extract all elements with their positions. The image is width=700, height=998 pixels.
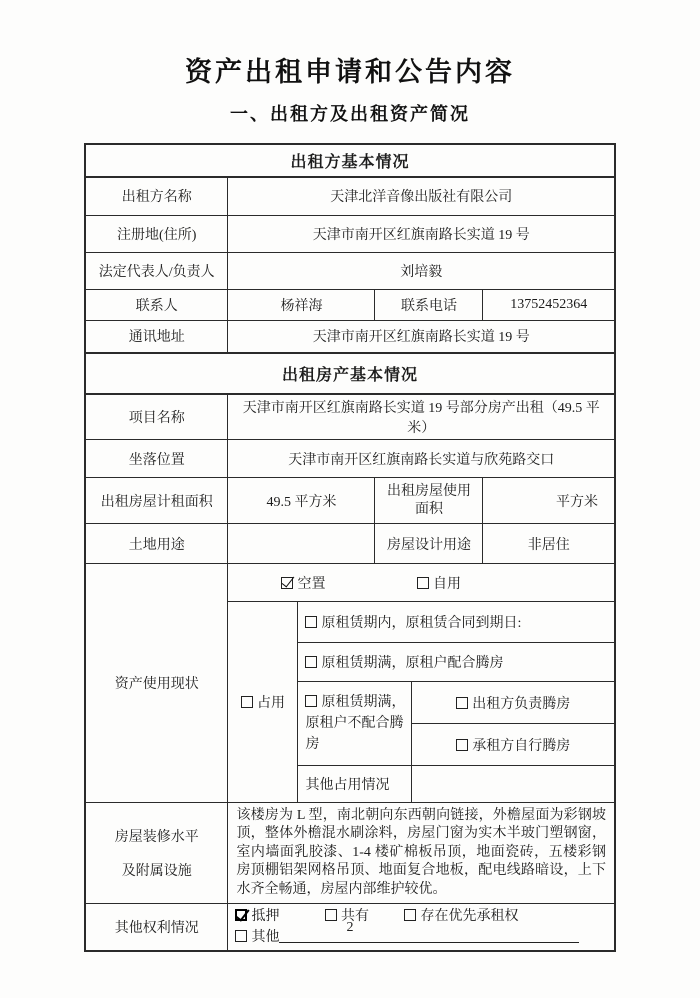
table-row: [85, 803, 615, 904]
usage-option-occupied-label: 占用: [256, 696, 285, 711]
project-name-value: 天津市南开区红旗南路长实道 19 号部分房产出租（49.5 平米）: [228, 394, 615, 440]
usage-option-occupied: [228, 602, 298, 803]
page-title: 资产出租申请和公告内容: [185, 57, 515, 87]
contact-person-label: 联系人: [85, 289, 228, 320]
table-row: [85, 252, 615, 289]
checkbox-icon: [305, 656, 317, 668]
table-row: [85, 289, 615, 320]
lessor-name-value: 天津北洋音像出版社有限公司: [228, 177, 615, 215]
usage-status-label: 资产使用现状: [85, 564, 228, 803]
table-row: [85, 320, 615, 353]
table-row: [85, 478, 615, 524]
other-rights-label: 其他权利情况: [85, 904, 228, 952]
usage-option-lessor-clears-label: 出租方负责腾房: [472, 696, 571, 712]
rights-option-co-owned-label: 共有: [340, 909, 369, 925]
design-use-value: 非居住: [483, 524, 615, 564]
usage-option-expired-uncoop-label: 原租赁期满，原租户不配合腾房: [305, 695, 406, 752]
usage-option-vacant-label: 空置: [297, 576, 326, 592]
checkbox-icon: [305, 695, 317, 707]
usage-option-expired-uncoop: [298, 682, 412, 766]
checkbox-icon: [241, 696, 253, 708]
blank-underline: [279, 942, 579, 943]
lease-form-table: [84, 143, 616, 952]
land-use-value: [228, 524, 375, 564]
rights-option-priority-label: 存在优先承租权: [420, 909, 519, 925]
use-area-value: 平方米: [483, 478, 615, 524]
table-row: [85, 564, 615, 602]
registered-address-value: 天津市南开区红旗南路长实道 19 号: [228, 215, 615, 252]
rent-area-value: 49.5 平方米: [228, 478, 375, 524]
usage-option-lessee-clears: [412, 724, 615, 766]
rights-option-other-label: 其他: [251, 930, 280, 946]
contact-person-value: 杨祥海: [228, 289, 375, 320]
contact-phone-value: 13752452364: [483, 289, 615, 320]
project-name-label: 项目名称: [85, 394, 228, 440]
usage-option-vacant: [281, 577, 325, 592]
other-occupation-value: [412, 766, 615, 803]
usage-top-options: [228, 564, 615, 602]
location-value: 天津市南开区红旗南路长实道与欣苑路交口: [228, 440, 615, 478]
legal-representative-label: 法定代表人/负责人: [85, 252, 228, 289]
usage-option-self-use-label: 自用: [432, 576, 461, 592]
usage-option-in-term: [298, 602, 615, 643]
other-occupation-label: 其他占用情况: [298, 766, 412, 803]
table-row: [85, 177, 615, 215]
section-heading: 一、出租方及出租资产简况: [230, 104, 470, 124]
design-use-label: 房屋设计用途: [375, 524, 483, 564]
title-block: [0, 0, 700, 126]
usage-option-expired-coop: [298, 643, 615, 682]
mailing-address-value: 天津市南开区红旗南路长实道 19 号: [228, 320, 615, 353]
location-label: 坐落位置: [85, 440, 228, 478]
table-row: [85, 440, 615, 478]
decoration-label-line1: 房屋装修水平: [114, 830, 199, 846]
usage-option-expired-coop-label: 原租赁期满，原租户配合腾房: [321, 656, 504, 671]
usage-option-lessor-clears: [412, 682, 615, 724]
decoration-label: [85, 803, 228, 904]
checkbox-icon: [456, 739, 468, 751]
rights-option-mortgage-label: 抵押: [251, 909, 280, 925]
usage-option-self-use: [417, 577, 461, 592]
rent-area-label: 出租房屋计租面积: [85, 478, 228, 524]
usage-option-lessee-clears-label: 承租方自行腾房: [472, 738, 571, 754]
checkbox-icon: [417, 577, 429, 589]
property-section-header: 出租房产基本情况: [85, 353, 615, 394]
legal-representative-value: 刘培毅: [228, 252, 615, 289]
table-row: [85, 215, 615, 252]
lessor-name-label: 出租方名称: [85, 177, 228, 215]
use-area-label: 出租房屋使用面积: [375, 478, 483, 524]
contact-phone-label: 联系电话: [375, 289, 483, 320]
usage-option-in-term-label: 原租赁期内，原租赁合同到期日:: [321, 616, 522, 631]
lessor-section-header: 出租方基本情况: [85, 144, 615, 177]
table-row: [85, 524, 615, 564]
checkbox-checked-icon: [281, 577, 293, 589]
table-row: [85, 394, 615, 440]
decoration-label-line2: 及附属设施: [121, 864, 192, 880]
registered-address-label: 注册地(住所): [85, 215, 228, 252]
checkbox-icon: [305, 616, 317, 628]
checkbox-icon: [456, 697, 468, 709]
page-number: 2: [346, 920, 354, 935]
land-use-label: 土地用途: [85, 524, 228, 564]
decoration-description: 该楼房为 L 型，南北朝向东西朝向链接，外檐屋面为彩钢坡顶，整体外檐混水刷涂料，房屋门窗为实木半玻门塑钢窗，室内墙面乳胶漆、1-4 楼矿棉板吊顶，地面瓷砖，五楼彩钢房顶棚铝架网格吊顶、地面复合地板，配电线路暗设，上下水齐全畅通，房屋内部维护较优。: [228, 803, 615, 904]
mailing-address-label: 通讯地址: [85, 320, 228, 353]
